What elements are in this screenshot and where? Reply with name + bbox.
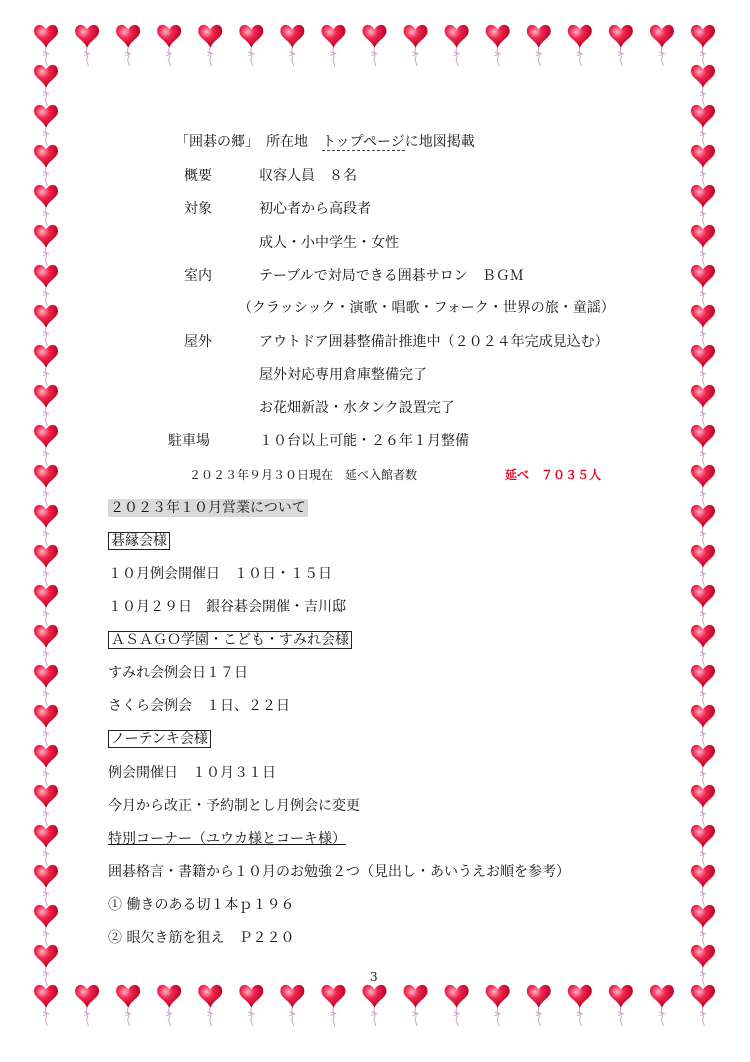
heart-balloon-icon [691, 305, 715, 346]
group1-title-text: 碁縁会様 [108, 532, 170, 550]
heart-balloon-icon [691, 225, 715, 266]
heart-balloon-icon [404, 25, 428, 66]
heart-balloon-icon [445, 25, 469, 66]
heart-balloon-icon [691, 545, 715, 586]
heart-balloon-icon [691, 865, 715, 906]
group3-line-1: 例会開催日 １０月３１日 [108, 765, 276, 781]
heart-balloon-icon [691, 505, 715, 546]
indoor-value-2: （クラッシック・演歌・唱歌・フォーク・世界の旅・童謡） [238, 300, 615, 316]
heart-balloon-icon [691, 945, 715, 986]
section-title [108, 499, 308, 517]
heart-balloon-icon [34, 265, 58, 306]
heart-balloon-icon [34, 585, 58, 626]
heart-balloon-icon [691, 105, 715, 146]
location-line [175, 133, 475, 151]
heart-balloon-icon [527, 25, 551, 66]
special-line-1: 囲碁格言・書籍から１０月のお勉強２つ（見出し・あいうえお順を参考） [108, 864, 570, 880]
heart-balloon-icon [691, 425, 715, 466]
heart-balloon-icon [691, 785, 715, 826]
outdoor-value-2: 屋外対応専用倉庫整備完了 [259, 367, 427, 383]
heart-balloon-icon [34, 625, 58, 666]
heart-balloon-icon [691, 465, 715, 506]
heart-balloon-icon [691, 385, 715, 426]
heart-balloon-icon [239, 25, 263, 66]
heart-balloon-icon [568, 985, 592, 1026]
heart-balloon-icon [34, 225, 58, 266]
heart-balloon-icon [280, 985, 304, 1026]
target-label: 対象 [184, 201, 212, 217]
heart-balloon-icon [34, 345, 58, 386]
heart-balloon-icon [691, 145, 715, 186]
group1-line-1: １０月例会開催日 １０日・１５日 [108, 566, 332, 582]
heart-balloon-icon [34, 105, 58, 146]
group3-line-2: 今月から改正・予約制とし月例会に変更 [108, 798, 360, 814]
group1-title [108, 532, 170, 550]
heart-balloon-icon [34, 985, 58, 1026]
location-suffix: に地図掲載 [404, 134, 475, 150]
heart-balloon-icon [34, 25, 58, 66]
heart-balloon-icon [34, 505, 58, 546]
heart-balloon-icon [34, 945, 58, 986]
section-title-text: ２０２３年１０月営業について [110, 500, 306, 516]
parking-label: 駐車場 [168, 433, 210, 449]
heart-balloon-icon [404, 985, 428, 1026]
heart-balloon-icon [34, 705, 58, 746]
visitors-text: ２０２３年９月３０日現在 延べ入館者数 [189, 468, 418, 482]
parking-value: １０台以上可能・２６年１月整備 [259, 433, 469, 449]
heart-balloon-icon [75, 25, 99, 66]
heart-balloon-icon [691, 585, 715, 626]
page-number: 3 [370, 970, 378, 984]
heart-balloon-icon [34, 145, 58, 186]
heart-balloon-icon [691, 625, 715, 666]
target-value-2: 成人・小中学生・女性 [259, 235, 399, 251]
heart-balloon-icon [363, 25, 387, 66]
heart-balloon-icon [321, 25, 345, 66]
visitors-total: 延べ ７０３５人 [505, 468, 602, 482]
heart-balloon-icon [34, 905, 58, 946]
heart-balloon-icon [34, 185, 58, 226]
heart-balloon-icon [198, 985, 222, 1026]
heart-balloon-icon [691, 985, 715, 1026]
heart-balloon-icon [650, 25, 674, 66]
heart-balloon-icon [691, 825, 715, 866]
heart-balloon-icon [650, 985, 674, 1026]
special-title-text: 特別コーナー（ユウカ様とコーキ様） [108, 831, 346, 847]
heart-balloon-icon [280, 25, 304, 66]
special-item-2: ② 眼欠き筋を狙え Ｐ２２０ [108, 930, 295, 946]
heart-balloon-icon [34, 865, 58, 906]
heart-balloon-icon [691, 25, 715, 66]
heart-balloon-icon [609, 25, 633, 66]
group2-line-2: さくら会例会 １日、２２日 [108, 698, 290, 714]
heart-balloon-icon [34, 65, 58, 106]
heart-balloon-icon [486, 25, 510, 66]
heart-balloon-icon [527, 985, 551, 1026]
outdoor-value-1: アウトドア囲碁整備計推進中（２０２４年完成見込む） [259, 334, 609, 350]
heart-balloon-icon [609, 985, 633, 1026]
heart-balloon-icon [239, 985, 263, 1026]
heart-balloon-icon [568, 25, 592, 66]
heart-balloon-icon [34, 825, 58, 866]
indoor-label: 室内 [184, 268, 212, 284]
special-title [108, 830, 346, 848]
heart-balloon-icon [691, 345, 715, 386]
outdoor-value-3: お花畑新設・水タンク設置完了 [259, 400, 455, 416]
heart-balloon-icon [321, 985, 345, 1026]
special-item-1: ① 働きのある切１本ｐ１９６ [108, 897, 295, 913]
heart-balloon-icon [157, 985, 181, 1026]
heart-balloon-icon [363, 985, 387, 1026]
group2-line-1: すみれ会例会日１７日 [108, 665, 248, 681]
top-page-link[interactable]: トップページ [322, 134, 405, 150]
outdoor-label: 屋外 [184, 334, 212, 350]
heart-balloon-icon [691, 705, 715, 746]
indoor-value-1: テーブルで対局できる囲碁サロン ＢＧＭ [259, 268, 524, 284]
overview-label: 概要 [184, 168, 212, 184]
heart-balloon-icon [691, 665, 715, 706]
group1-line-2: １０月２９日 銀谷碁会開催・吉川邸 [108, 599, 346, 615]
heart-balloon-icon [445, 985, 469, 1026]
heart-balloon-icon [691, 905, 715, 946]
heart-balloon-icon [34, 425, 58, 466]
overview-value: 収容人員 ８名 [259, 168, 357, 184]
heart-balloon-icon [486, 985, 510, 1026]
heart-balloon-icon [116, 985, 140, 1026]
heart-balloon-icon [34, 385, 58, 426]
heart-balloon-icon [34, 305, 58, 346]
heart-balloon-icon [34, 465, 58, 506]
heart-balloon-icon [34, 665, 58, 706]
group3-title [108, 730, 211, 748]
heart-balloon-icon [116, 25, 140, 66]
target-value-1: 初心者から高段者 [259, 201, 371, 217]
heart-balloon-icon [75, 985, 99, 1026]
group2-title-text: ＡＳＡＧＯ学園・こども・すみれ会様 [108, 631, 352, 649]
heart-balloon-icon [691, 185, 715, 226]
heart-balloon-icon [34, 545, 58, 586]
heart-balloon-icon [691, 265, 715, 306]
heart-balloon-icon [691, 745, 715, 786]
heart-balloon-icon [198, 25, 222, 66]
heart-balloon-icon [691, 65, 715, 106]
group2-title [108, 631, 352, 649]
location-prefix: 「囲碁の郷」 所在地 [175, 134, 322, 150]
heart-balloon-icon [157, 25, 181, 66]
heart-balloon-icon [34, 785, 58, 826]
group3-title-text: ノーテンキ会様 [108, 730, 211, 748]
heart-balloon-icon [34, 745, 58, 786]
